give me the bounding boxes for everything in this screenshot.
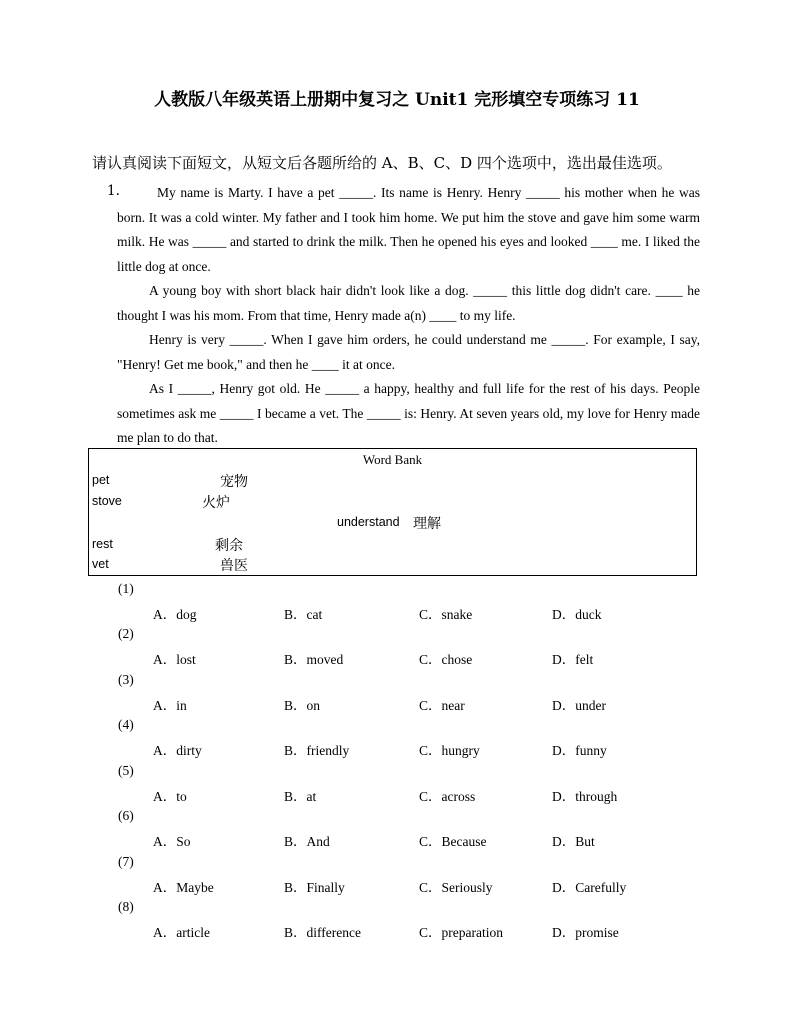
question-number: 1. [107, 183, 120, 199]
passage-paragraph-3: Henry is very _____. When I gave him orders, he could understand me _____. For example, I say, "Henry! Get me book," and then he ____ it at once. [117, 332, 700, 372]
option-b[interactable]: B．Finally [284, 880, 345, 895]
option-c[interactable]: C．Because [419, 834, 487, 849]
question-label: (4) [118, 717, 134, 732]
option-a[interactable]: A．So [153, 834, 191, 849]
option-b[interactable]: B．difference [284, 925, 361, 940]
option-a[interactable]: A．Maybe [153, 880, 214, 895]
option-d[interactable]: D．funny [552, 743, 607, 758]
question-label: (2) [118, 626, 134, 641]
option-b[interactable]: B．moved [284, 652, 344, 667]
question-label: (5) [118, 763, 134, 778]
option-d[interactable]: D．promise [552, 925, 619, 940]
option-c[interactable]: C．across [419, 789, 476, 804]
option-a[interactable]: A．article [153, 925, 210, 940]
option-c[interactable]: C．preparation [419, 925, 503, 940]
word-bank-en: stove [92, 494, 122, 508]
word-bank-entry [92, 537, 113, 551]
word-bank [88, 448, 697, 576]
option-c[interactable]: C．hungry [419, 743, 480, 758]
passage-paragraph-4: As I _____, Henry got old. He _____ a happy, healthy and full life for the rest of his days. People sometimes ask me _____ I became a vet. The _____ is: Henry. At seven years old, my love for Henry made me plan to do that. [117, 381, 700, 445]
word-bank-en: understand [337, 515, 400, 529]
option-a[interactable]: A．in [153, 698, 187, 713]
option-b[interactable]: B．cat [284, 607, 323, 622]
question-label: (8) [118, 899, 134, 914]
option-c[interactable]: C．Seriously [419, 880, 493, 895]
word-bank-entry [337, 515, 400, 529]
option-a[interactable]: A．dog [153, 607, 197, 622]
word-bank-cn: 剩余 [215, 538, 243, 554]
question-label: (7) [118, 854, 134, 869]
option-d[interactable]: D．under [552, 698, 606, 713]
word-bank-cn: 火炉 [202, 495, 230, 511]
passage-paragraph-1: My name is Marty. I have a pet _____. Its name is Henry. Henry _____ his mother when he was born. It was a cold winter. My father and I took him home. We put him the stove and gave him some warm milk. He was _____ and started to drink the milk. Then he opened his eyes and looked ____ me. I liked the little dog at once. [117, 185, 700, 274]
word-bank-entry [92, 494, 122, 508]
word-bank-en: rest [92, 537, 113, 551]
passage [117, 181, 700, 451]
page-title: 人教版八年级英语上册期中复习之 Unit1 完形填空专项练习 11 [154, 90, 640, 110]
word-bank-entry [92, 557, 109, 571]
option-a[interactable]: A．lost [153, 652, 196, 667]
option-d[interactable]: D．But [552, 834, 595, 849]
option-d[interactable]: D．through [552, 789, 618, 804]
word-bank-cn: 宠物 [220, 474, 248, 490]
option-c[interactable]: C．snake [419, 607, 473, 622]
option-d[interactable]: D．felt [552, 652, 594, 667]
option-a[interactable]: A．to [153, 789, 187, 804]
option-a[interactable]: A．dirty [153, 743, 202, 758]
instruction-text: 请认真阅读下面短文，从短文后各题所给的 A、B、C、D 四个选项中，选出最佳选项。 [92, 154, 672, 172]
word-bank-en: vet [92, 557, 109, 571]
option-b[interactable]: B．friendly [284, 743, 350, 758]
word-bank-title: Word Bank [362, 452, 423, 467]
option-d[interactable]: D．Carefully [552, 880, 627, 895]
word-bank-entry [92, 473, 109, 487]
question-label: (6) [118, 808, 134, 823]
word-bank-cn: 兽医 [220, 558, 248, 574]
question-label: (1) [118, 581, 134, 596]
question-label: (3) [118, 672, 134, 687]
option-b[interactable]: B．at [284, 789, 317, 804]
option-d[interactable]: D．duck [552, 607, 602, 622]
option-c[interactable]: C．chose [419, 652, 473, 667]
option-b[interactable]: B．on [284, 698, 321, 713]
word-bank-en: pet [92, 473, 110, 487]
word-bank-cn: 理解 [413, 516, 441, 532]
option-b[interactable]: B．And [284, 834, 330, 849]
passage-paragraph-2: A young boy with short black hair didn't look like a dog. _____ this little dog didn't care. ____ he thought I was his mom. From that time, Henry made a(n) ____ to my life. [117, 283, 700, 323]
option-c[interactable]: C．near [419, 698, 465, 713]
